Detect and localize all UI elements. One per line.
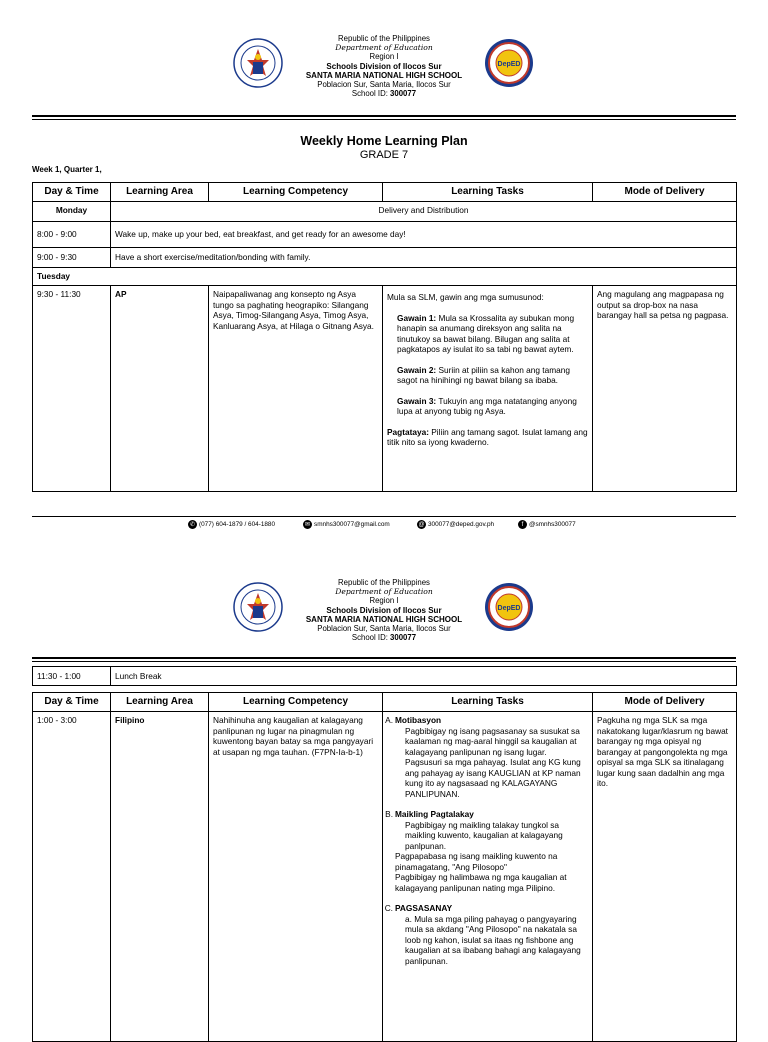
page-header: [0, 34, 768, 116]
lunch-table: [32, 666, 737, 686]
republic-text: Republic of the Philippines: [338, 34, 430, 43]
page-title: Weekly Home Learning Plan: [300, 134, 468, 148]
row-time: 9:30 - 11:30: [33, 286, 111, 492]
table-row: [33, 202, 737, 222]
deped-seal-logo: [233, 582, 283, 632]
learning-tasks: [383, 712, 593, 1042]
gawain-3: Gawain 3: Tukuyin ang mga natatanging anyong lupa at anyong tubig ng Asya.: [397, 395, 577, 416]
mode-of-delivery: Pagkuha ng mga SLK sa mga nakatokang lugar/klasrum ng bawat barangay ng mga opisyal ng barangay at pangongolekta ng mga opisyal sa mga SLK sa itinalagang lugar kung saan dadalhin ang mga ito.: [593, 712, 737, 1042]
school-address: Poblacion Sur, Santa Maria, Ilocos Sur: [317, 624, 451, 634]
row-time: 1:00 - 3:00: [33, 712, 111, 1042]
footer-phone: ✆ (077) 604-1879 / 604-1880: [189, 521, 276, 528]
svg-text:DepED: DepED: [497, 61, 521, 68]
division-text: Schools Division of Ilocos Sur: [326, 61, 442, 71]
col-learning-competency: Learning Competency: [209, 183, 383, 202]
table-row: [33, 712, 737, 1042]
task-c: C. PAGSASANAY a. Mula sa mga piling pahayag o pangyayaring mula sa akdang "Ang Pilosopo" na nakatala sa loob ng kahon, isulat sa itaas ng fishbone ang kaugalian at sa ibabang bahagi ang kalagayang panlipunan.: [384, 903, 581, 966]
school-seal-logo: [484, 38, 534, 88]
week-label: Week 1, Quarter 1,: [32, 165, 102, 174]
col-day-time: Day & Time: [33, 693, 111, 712]
tasks-intro: Mula sa SLM, gawin ang mga sumusunod:: [387, 292, 544, 302]
school-header-text: [284, 34, 484, 98]
republic-text: Republic of the Philippines: [338, 578, 430, 587]
region-text: Region I: [369, 52, 399, 62]
department-text: Department of Education: [335, 43, 433, 53]
row-activity: Have a short exercise/meditation/bonding with family.: [111, 248, 737, 268]
region-text: Region I: [369, 596, 399, 606]
grade-label: GRADE 7: [359, 149, 409, 161]
footer-rule: [32, 516, 736, 517]
footer-deped-email: @ 300077@deped.gov.ph: [418, 521, 495, 528]
school-name: SANTA MARIA NATIONAL HIGH SCHOOL: [305, 70, 463, 80]
col-learning-area: Learning Area: [111, 183, 209, 202]
monday-note: Delivery and Distribution: [111, 202, 737, 222]
footer-email: ✉ smnhs300077@gmail.com: [304, 521, 390, 528]
school-name: SANTA MARIA NATIONAL HIGH SCHOOL: [305, 614, 463, 624]
learning-plan-table: [32, 182, 737, 492]
school-id: School ID: 300077: [351, 89, 417, 99]
row-time: 11:30 - 1:00: [33, 667, 111, 686]
header-rule-thin: [32, 661, 736, 662]
gawain-1: Gawain 1: Mula sa Krossalita ay subukan mong hanapin sa anumang direksyon ang salita na tinutukoy sa bawat bilang. Bilugan ang salita at pagkatapos ay isulat ito sa tabi ng bawat aytem.: [397, 312, 575, 354]
division-text: Schools Division of Ilocos Sur: [326, 605, 442, 615]
table-row: [33, 286, 737, 492]
school-header-text: [284, 578, 484, 642]
school-seal-logo: [484, 582, 534, 632]
table-row: [33, 222, 737, 248]
col-learning-competency: Learning Competency: [209, 693, 383, 712]
header-rule: [32, 657, 736, 659]
row-activity: Wake up, make up your bed, eat breakfast, and get ready for an awesome day!: [111, 222, 737, 248]
col-day-time: Day & Time: [33, 183, 111, 202]
at-icon: @: [418, 521, 425, 528]
mode-of-delivery: Ang magulang ang magpapasa ng output sa drop-box na nasa barangay hall sa petsa ng pagpasa.: [593, 286, 737, 492]
pagtataya: Pagtataya: Piliin ang tamang sagot. Isulat lamang ang titik nito sa iyong kwaderno.: [387, 426, 588, 447]
department-text: Department of Education: [335, 587, 433, 597]
row-time: 8:00 - 9:00: [33, 222, 111, 248]
gawain-2: Gawain 2: Suriin at piliin sa kahon ang tamang sagot na hinihingi ng bawat bilang sa ibaba.: [397, 364, 570, 385]
learning-area: AP: [111, 286, 209, 492]
learning-tasks: [383, 286, 593, 492]
table-header-row: [33, 183, 737, 202]
facebook-icon: f: [518, 520, 527, 529]
task-b: B. Maikling Pagtalakay Pagbibigay ng maikling talakay tungkol sa maikling kuwento, kaugalian at kalagayang panlpunan. Pagpapabasa ng isang maikling kuwento na pinamagatang, "Ang Pilosopo" Pagbibigay ng halimbawa ng mga kaugalian at kalagayang panlipunan nating mga Pilipino.: [385, 809, 567, 893]
deped-seal-logo: [233, 38, 283, 88]
col-mode-of-delivery: Mode of Delivery: [593, 183, 737, 202]
page-header-2: [0, 578, 768, 660]
page-footer: [0, 518, 768, 532]
table-row: [33, 667, 737, 686]
col-mode-of-delivery: Mode of Delivery: [593, 693, 737, 712]
learning-plan-table-2: [32, 692, 737, 1042]
svg-text:DepED: DepED: [497, 605, 521, 612]
email-icon: ✉: [304, 522, 311, 528]
col-learning-tasks: Learning Tasks: [383, 693, 593, 712]
day-monday: Monday: [33, 202, 111, 222]
school-id: School ID: 300077: [351, 633, 417, 643]
footer-facebook: f @smnhs300077: [518, 520, 576, 529]
learning-area: Filipino: [111, 712, 209, 1042]
phone-icon: ✆: [189, 522, 196, 528]
school-address: Poblacion Sur, Santa Maria, Ilocos Sur: [317, 80, 451, 90]
table-header-row: [33, 693, 737, 712]
table-row: [33, 248, 737, 268]
table-row: [33, 268, 737, 286]
col-learning-tasks: Learning Tasks: [383, 183, 593, 202]
header-rule-thin: [32, 119, 736, 120]
row-activity: Lunch Break: [111, 667, 737, 686]
learning-competency: Nahihinuha ang kaugalian at kalagayang panlipunan ng lugar na pinagmulan ng kuwentong bayan batay sa mga pangyayari at usapan ng mga tauhan. (F7PN-Ia-b-1): [209, 712, 383, 1042]
task-a: A. Motibasyon Pagbibigay ng isang pagsasanay sa susukat sa kaalaman ng mag-aaral hinggil sa kaugalian at kalagayang panlipunan ng isang lugar. Pagsusuri sa mga pahayag. Isulat ang KG kung ang pahayag ay isang KAUGLIAN at KP naman kung ito ay nagsasaad ng KALAGAYANG PANLIPUNAN.: [385, 715, 581, 799]
learning-competency: Naipapaliwanag ang konsepto ng Asya tungo sa paghating heograpiko: Silangang Asya, Timog-Silangang Asya, Timog Asya, Kanluarang Asya, at Hilaga o Gitnang Asya.: [209, 286, 383, 492]
col-learning-area: Learning Area: [111, 693, 209, 712]
row-time: 9:00 - 9:30: [33, 248, 111, 268]
day-tuesday: Tuesday: [33, 268, 737, 286]
header-rule: [32, 115, 736, 117]
